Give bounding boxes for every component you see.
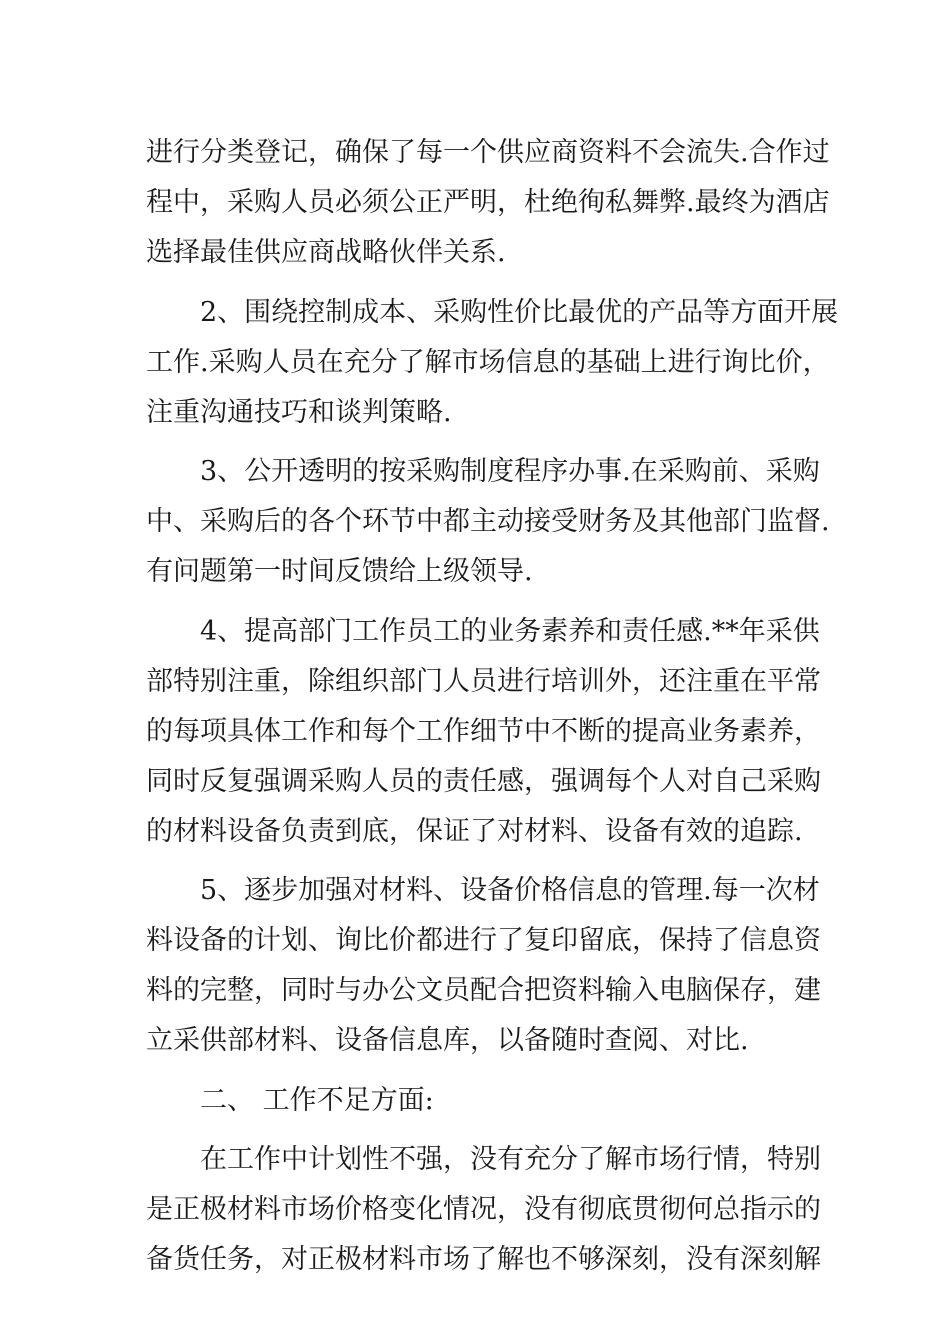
text-line: 部特别注重，除组织部门人员进行培训外，还注重在平常 [146,665,821,697]
paragraph-suppliers-cont [146,128,830,278]
text-line: 进行分类登记，确保了每一个供应商资料不会流失.合作过 [146,137,830,168]
section-heading-shortcomings [146,1076,816,1126]
text-line: 2、围绕控制成本、采购性价比最优的产品等方面开展 [200,296,839,328]
text-line: 选择最佳供应商战略伙伴关系. [146,237,506,268]
text-line: 4、提高部门工作员工的业务素养和责任感.**年采供 [200,615,820,647]
paragraph-item-4 [146,607,821,857]
text-line: 备货任务，对正极材料市场了解也不够深刻，没有深刻解 [146,1244,821,1275]
text-line: 同时反复强调采购人员的责任感，强调每个人对自己采购 [146,765,821,797]
text-line: 的每项具体工作和每个工作细节中不断的提高业务素养， [146,715,821,747]
text-line: 是正极材料市场价格变化情况，没有彻底贯彻何总指示的 [146,1194,821,1225]
text-line: 立采供部材料、设备信息库，以备随时查阅、对比. [146,1025,749,1056]
paragraph-shortcomings [146,1135,821,1285]
paragraph-item-2 [146,288,839,438]
paragraph-item-5 [146,866,821,1066]
text-line: 有问题第一时间反馈给上级领导. [146,556,533,587]
text-line: 中、采购后的各个环节中都主动接受财务及其他部门监督. [146,506,830,537]
text-line: 工作.采购人员在充分了解市场信息的基础上进行询比价， [146,346,830,378]
text-line: 5、逐步加强对材料、设备价格信息的管理.每一次材 [200,875,820,906]
text-line: 在工作中计划性不强，没有充分了解市场行情，特别 [200,1144,821,1175]
paragraph-item-3 [146,447,830,597]
text-line: 3、公开透明的按采购制度程序办事.在采购前、采购 [200,456,820,487]
text-line: 料的完整，同时与办公文员配合把资料输入电脑保存，建 [146,975,821,1006]
section-heading: 二、 工作不足方面: [200,1084,434,1116]
text-line: 的材料设备负责到底，保证了对材料、设备有效的追踪. [146,815,803,847]
document-body [146,128,839,1285]
text-line: 注重沟通技巧和谈判策略. [146,396,452,428]
text-line: 程中，采购人员必须公正严明，杜绝徇私舞弊.最终为酒店 [146,187,830,218]
text-line: 料设备的计划、询比价都进行了复印留底，保持了信息资 [146,925,821,956]
